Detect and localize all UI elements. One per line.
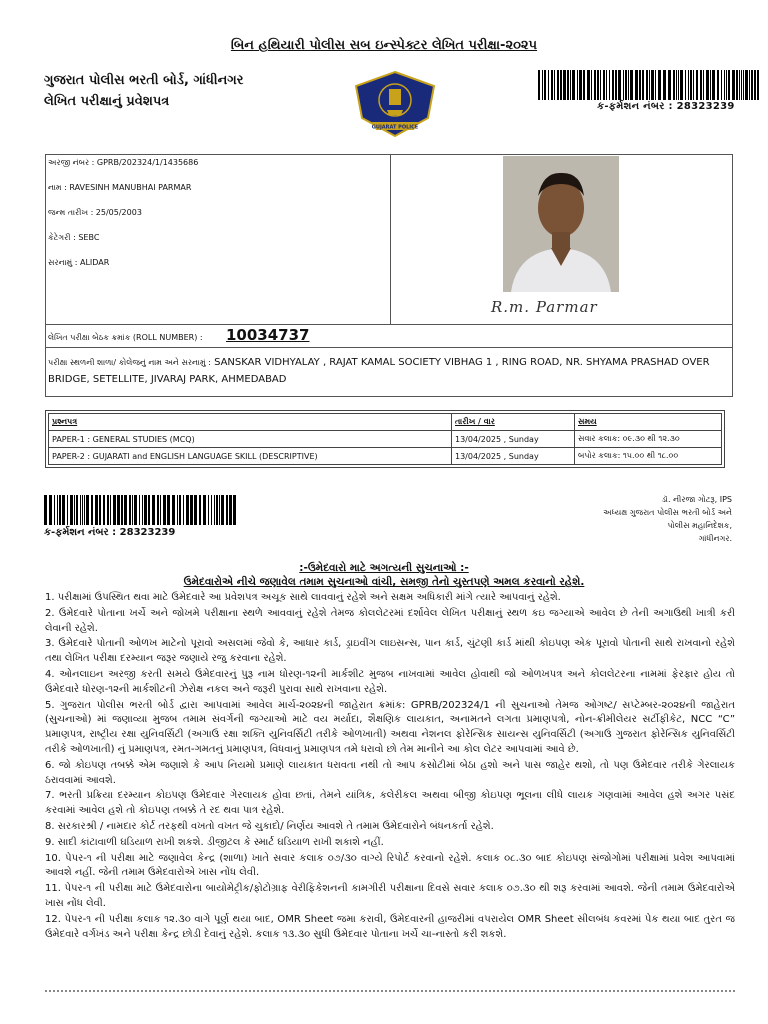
authority-title2: પોલીસ મહાનિદેશક, [667,521,732,530]
gujarat-police-emblem-icon [350,70,440,138]
paper-time: સવાર કલાક: ૦૯.૩૦ થી ૧૨.૩૦ [575,431,722,448]
admit-card-label: લેખિત પરીક્ષાનું પ્રવેશપત્ર [44,94,170,109]
candidate-name: નામ : RAVESINH MANUBHAI PARMAR [48,183,192,192]
list-item: 7. ભરતી પ્રક્રિયા દરમ્યાન કોઇપણ ઉમેદવાર ગેરલાયક હોવા છતાં, તેમને યાંત્રિક, કલેરીકલ અથવા બીજી કોઇપણ ભૂલના લીધે લાયક ગણવામાં આવેલ હશે અગર પસંદ કરવામાં આવેલ હશે તો કોઇપણ તબક્કે તે રદ થવા પાત્ર રહેશે. [45,790,735,817]
table-row [49,448,722,465]
table-row [49,431,722,448]
candidate-photo [503,156,619,292]
list-item: 12. પેપર-૧ ની પરીક્ષા કલાક ૧૨.૩૦ વાગે પૂર્ણ થયા બાદ, OMR Sheet જમા કરાવી, ઉમેદવારની હાજરીમાં વપરાયેલ OMR Sheet સીલબંધ કવરમાં પેક થયા બાદ તુરત જ ઉમેદવારે વર્ગખંડ અને પરીક્ષા કેન્દ્ર છોડી દેવાનું રહેશે. કલાક ૧૩.૩૦ સુધી ઉમેદવાર પોતાના ખર્ચે ચા-નાસ્તો કરી શકશે. [45,913,735,940]
list-item: 11. પેપર-૧ ની પરીક્ષા માટે ઉમેદવારોના બાયોમેટ્રીક/ફોટોગ્રાફ વેરીફિકેશનની કામગીરી પરીક્ષાના દિવસે સવાર કલાક ૦૭.૩૦ થી શરૂ કરવામાં આવશે. જેની તમામ ઉમેદવારોએ ખાસ નોંધ લેવી. [45,883,735,909]
authority-title: અધ્યક્ષ ગુજરાત પોલીસ ભરતી બોર્ડ અને [603,508,732,517]
list-item: 6. જો કોઇપણ તબક્કે એમ જણાશે કે આપ નિયમો પ્રમાણે લાયકાત ધરાવતા નથી તો આપ કસોટીમાં બેઠા હશો અને પાસ જાહેર થશો, તો પણ ઉમેદવાર તરીકે ગેરલાયક ઠરાવવામાં આવશે. [45,759,735,786]
signature-text: R.m. Parmar [491,298,598,316]
venue-address: SANSKAR VIDHYALAY , RAJAT KAMAL SOCIETY VIBHAG 1 , RING ROAD, NR. SHYAMA PRASHAD OVER BRIDGE, SETELLITE, JIVARAJ PARK, AHMEDABAD [48,357,710,385]
paper-date: 13/04/2025 , Sunday [452,431,575,448]
list-item: 4. ઓનલાઇન અરજી કરતી સમયે ઉમેદવારનું પુરૂ નામ ધોરણ-૧૨ની માર્કશીટ મુજબ નાખવામાં આવેલ હોવાથી જો ઓળખપત્ર અને કોલલેટરના નામમાં ફેરફાર હોય તો ઉમેદવારે ધોરણ-૧૨ની માર્કશીટની ઝેરોક્ષ નકલ અને જરૂરી પુરાવા સાથે રાખવાના રહેશે. [45,668,735,695]
gujarat-police-logo [350,70,440,138]
instructions-subtitle: ઉમેદવારોએ નીચે જણાવેલ તમામ સુચનાઓ વાંચી, સમજી તેનો ચુસ્તપણે અમલ કરવાનો રહેશે. [183,576,585,588]
list-item: 1. પરીક્ષામાં ઉપસ્થિત થવા માટે ઉમેદવારે આ પ્રવેશપત્ર અચૂક સાથે લાવવાનું રહેશે અને સક્ષમ અધિકારી માંગે ત્યારે આપવાનું રહેશે. [45,592,561,603]
barcode-middle [44,495,240,525]
list-item: 8. સરકારશ્રી / નામદાર કોર્ટ તરફથી વખતો વખત જે ચુકાદો/ નિર્ણય આવશે તે તમામ ઉમેદવારોને બંધનકર્તા રહેશે. [45,820,494,832]
list-item: 5. ગુજરાત પોલીસ ભરતી બોર્ડ દ્વારા આપવામાં આવેલ માર્ચ-૨૦૨૪ની જાહેરાત ક્રમાંક: GPRB/202324/1 ની સુચનાઓ તેમજ ઓગષ્ટ/ સપ્ટેમ્બર-૨૦૨૪ની જાહેરાત (સુચનાઓ) માં જણાવ્યા મુજબ તમામ સંવર્ગની જગ્યાઓ માટે વય મર્યાદા, શૈક્ષણિક લાયકાત, અનામતને લગતા પ્રમાણપત્રો, નોન-ક્રીમીલેયર સર્ટીફીકેટ, NCC “C” પ્રમાણપત્ર, રાષ્ટ્રીય રક્ષા યુનિવર્સિટી (અગાઉ રક્ષા શક્તિ યુનિવર્સિટી તરીકે ઓળખાતી) અથવા નેશનલ ફોરેન્સિક સાયન્સ યુનિવર્સિટી (અગાઉ ગુજરાત ફોરેન્સિક યુનિવર્સિટી તરીકે ઓળખાતી) નું પ્રમાણપત્ર, રમત-ગમતનું પ્રમાણપત્ર, વિધવાનું પ્રમાણપત્ર તમે ધરાવો છો તેમ માનીને આ કોલ લેટર આપવામાં આવે છે. [45,699,735,755]
authority-name: ડૉ. નીરજા ગોટરૂ, IPS [661,495,732,504]
address: સરનામું : ALIDAR [48,258,110,267]
roll-number-label: લેખિત પરીક્ષા બેઠક ક્રમાંક (ROLL NUMBER) : [48,333,203,342]
roll-divider [46,324,732,325]
paper-name: PAPER-1 : GENERAL STUDIES (MCQ) [49,431,452,448]
list-item: 10. પેપર-૧ ની પરીક્ષા માટે જણાવેલ કેન્દ્ર (શાળા) ખાતે સવાર કલાક ૦૭/૩૦ વાગ્યે રિપોર્ટ કરવાનો રહેશે. કલાક ૦૮.૩૦ બાદ કોઇપણ સંજોગોમાં પરીક્ષામાં પ્રવેશ આપવામાં આવશે નહીં. જેની તમામ ઉમેદવારોએ ખાસ નોંધ લેવી. [45,852,735,879]
confirmation-number-middle: ક-ફર્મશન નંબર : 28323239 [44,527,176,538]
cut-line [45,990,735,996]
paper-name: PAPER-2 : GUJARATI and ENGLISH LANGUAGE SKILL (DESCRIPTIVE) [49,448,452,465]
paper-time: બપોર કલાક: ૧૫.૦૦ થી ૧૮.૦૦ [575,448,722,465]
application-number: અરજી નંબર : GPRB/202324/1/1435686 [48,158,199,167]
date-of-birth: જન્મ તારીખ : 25/05/2003 [48,208,142,217]
authority-location: ગાંધીનગર. [698,534,732,543]
list-item: 9. સાદી કાંટાવાળી ઘડિયાળ રાખી શકશે. ડીજીટલ કે સ્માર્ટ ઘડિયાળ રાખી શકાશે નહીં. [45,836,384,848]
authority-block [560,493,732,545]
exam-schedule-table [45,410,725,468]
col-date: તારીખ / વાર [452,414,575,431]
venue-label: પરીક્ષા સ્થળની શાળા/ કોલેજનું નામ અને સરનામું : [48,358,211,367]
roll-number: 10034737 [226,326,310,344]
exam-title: બિન હથિયારી પોલીસ સબ ઇન્સ્પેક્ટર લેખિત પરીક્ષા-૨૦૨૫ [230,38,538,53]
confirmation-number-top: ક-ફર્મશન નંબર : 28323239 [597,101,735,112]
board-heading [44,70,244,112]
category: કેટેગરી : SEBC [48,233,100,242]
list-item: 3. ઉમેદવારે પોતાની ઓળખ માટેનો પૂરાવો અસલમાં જેવો કે, આધાર કાર્ડ, ડ્રાઇવીંગ લાઇસન્સ, પાન કાર્ડ, ચુંટણી કાર્ડ માંથી કોઇપણ એક પૂરાવો પોતાની સાથે રાખવાનો રહેશે તથા લેખિત પરીક્ષા દરમ્યાન જરૂર જણાયે રજુ કરવાના રહેશે. [45,638,735,665]
barcode-top [538,70,762,100]
venue-divider [46,347,732,348]
candidate-signature [488,296,638,318]
list-item: 2. ઉમેદવારે પોતાના ખર્ચે અને જોખમે પરીક્ષાના સ્થળે આવવાનું રહેશે તેમજ કોલલેટરમાં દર્શાવેલ લેખિત પરીક્ષાનું સ્થળ કઇ જગ્યાએ આવેલ છે તેની અગાઉથી ખાત્રી કરી લેવાની રહેશે. [45,607,735,634]
table-header-row [49,414,722,431]
info-photo-divider [390,155,391,324]
logo-text: GUJARAT POLICE [371,124,419,131]
exam-venue [48,354,728,388]
board-name: ગુજરાત પોલીસ ભરતી બોર્ડ, ગાંધીનગર [44,73,244,88]
col-paper: પ્રશ્નપત્ર [49,414,452,431]
instructions-list [45,591,735,943]
instructions-title: :-ઉમેદવારો માટે અગત્યની સુચનાઓ :- [299,562,469,574]
col-time: સમય [575,414,722,431]
paper-date: 13/04/2025 , Sunday [452,448,575,465]
